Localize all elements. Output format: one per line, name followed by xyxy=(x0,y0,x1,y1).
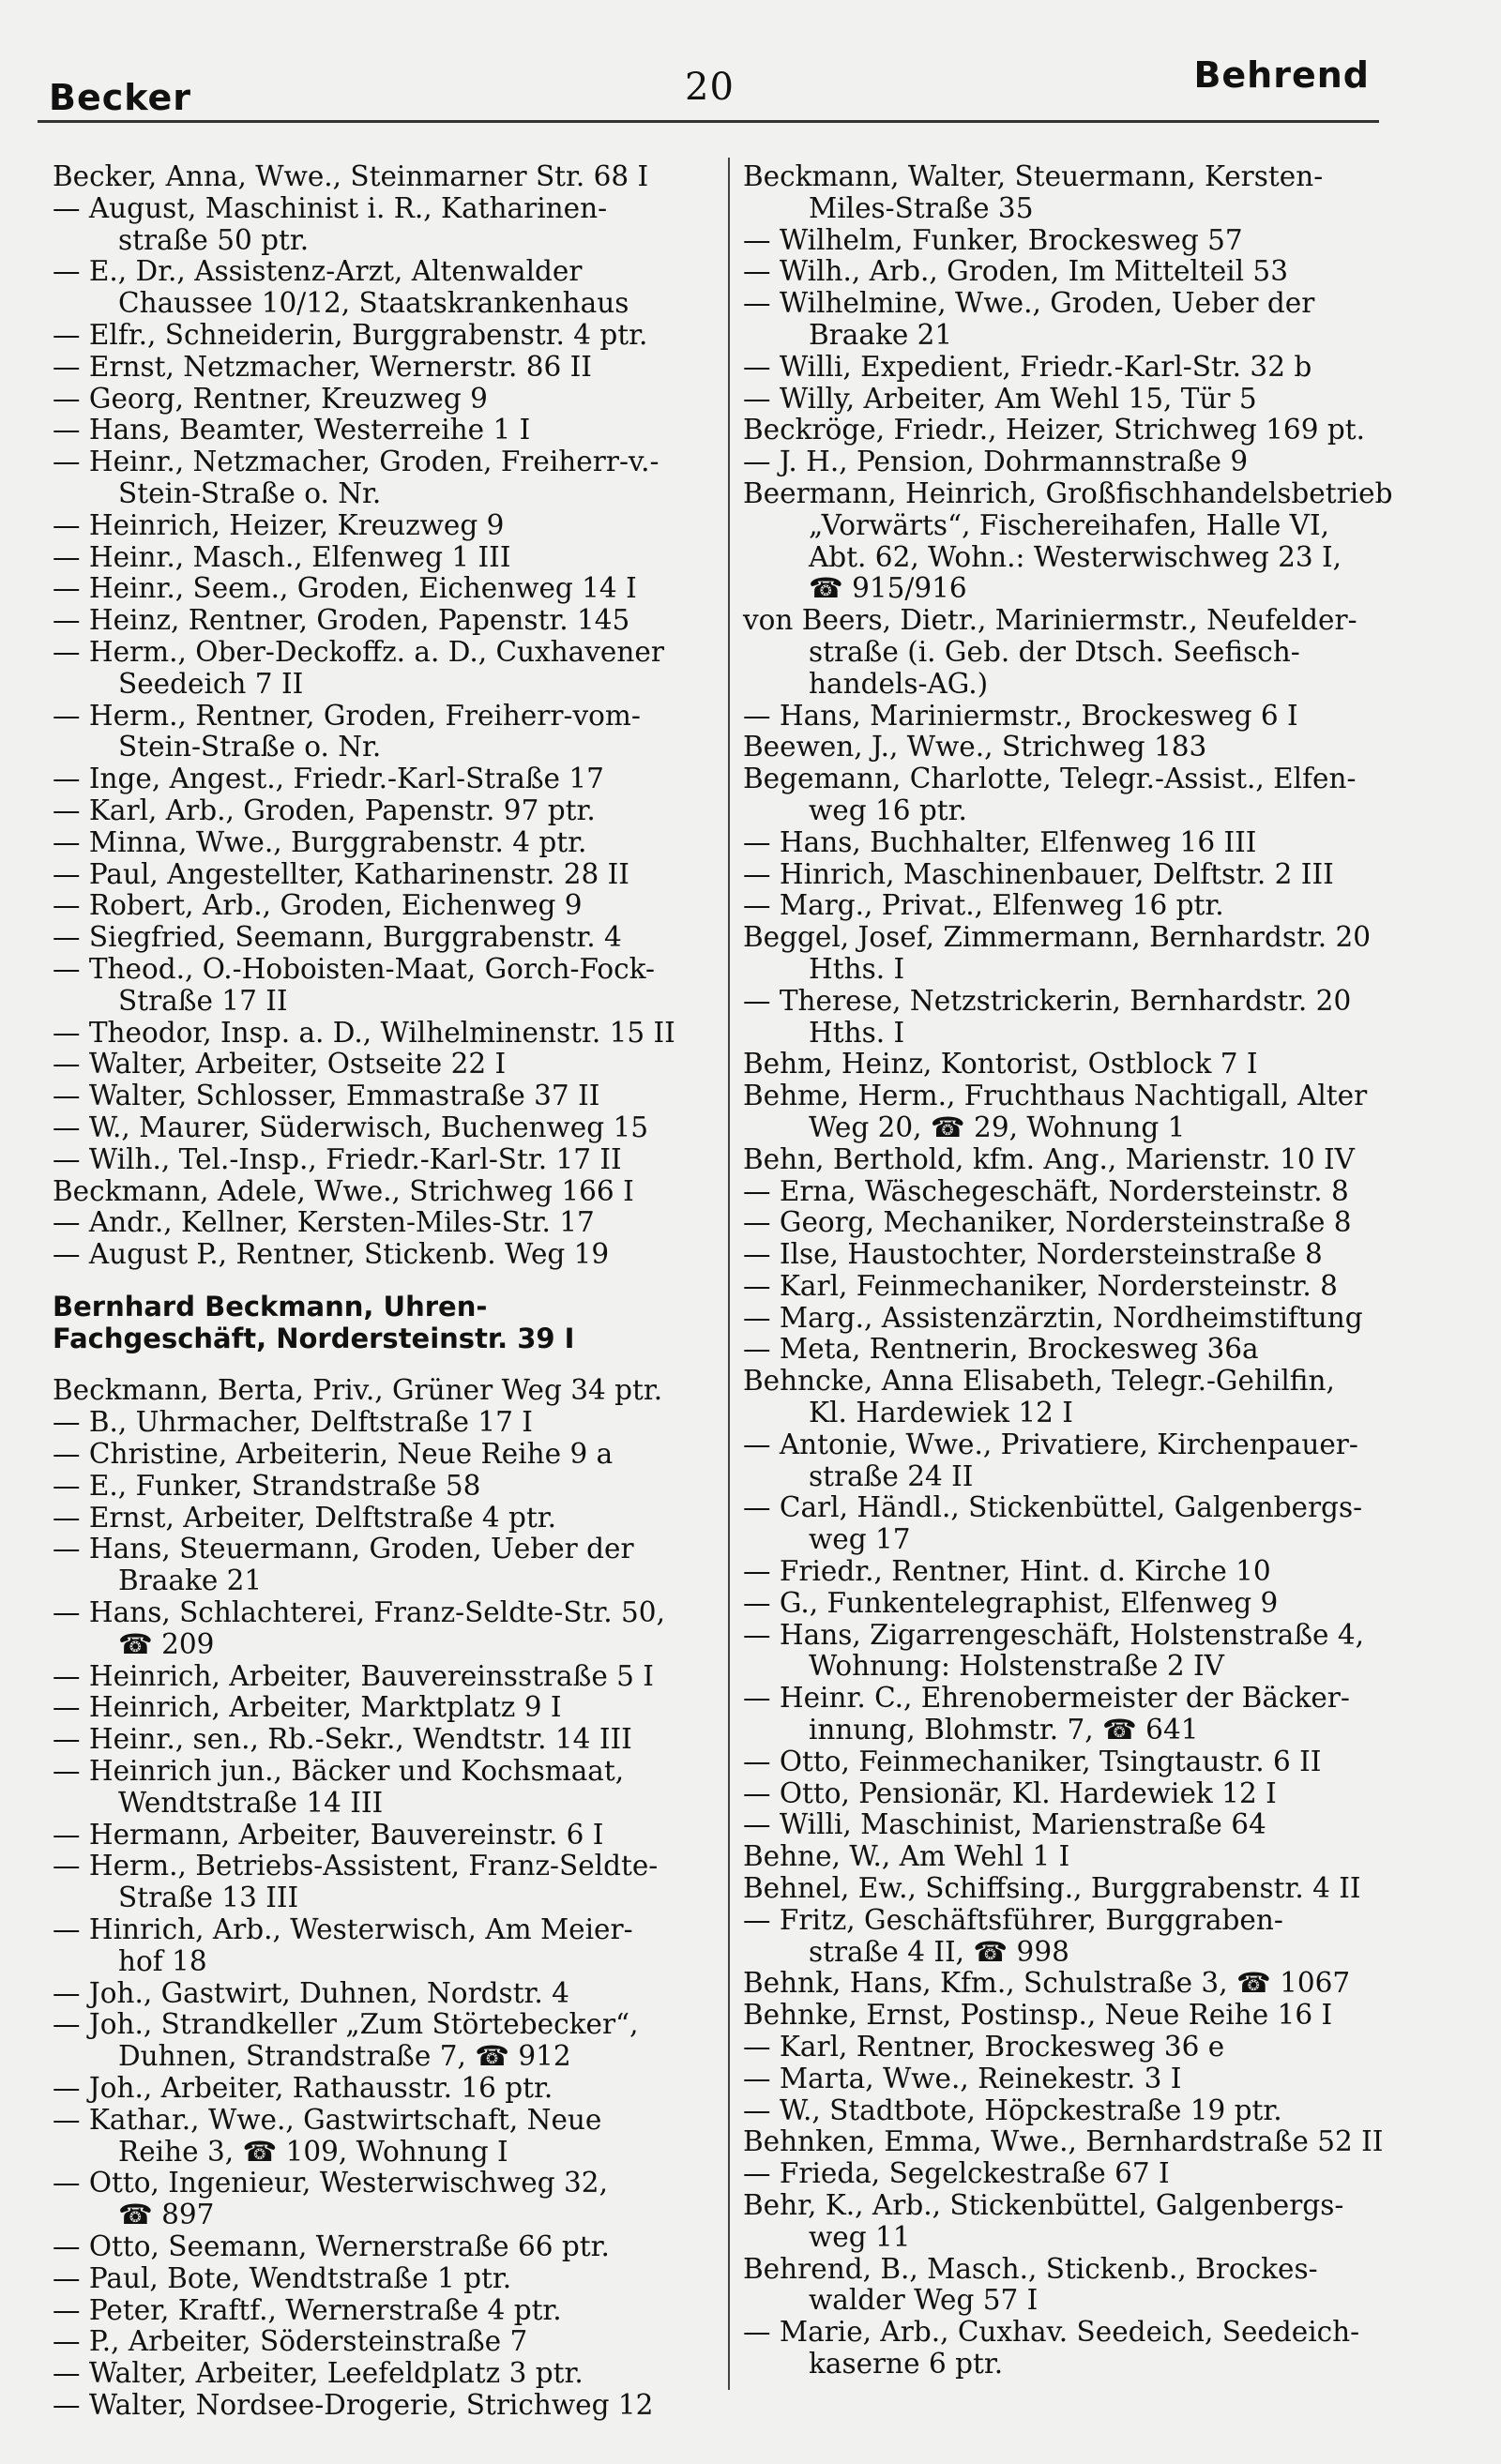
directory-entry-line: Duhnen, Strandstraße 7, ☎ 912 xyxy=(118,2040,571,2073)
directory-entry-line: — Walter, Schlosser, Emmastraße 37 II xyxy=(53,1080,600,1112)
directory-entry-line: Miles-Straße 35 xyxy=(809,191,1034,224)
directory-entry-line: Beckröge, Friedr., Heizer, Strichweg 169 pt. xyxy=(743,414,1365,446)
header-rule xyxy=(38,120,1379,123)
directory-entry-line: straße 50 ptr. xyxy=(118,223,310,256)
directory-entry-line: — Therese, Netzstrickerin, Bernhardstr. 20 xyxy=(743,984,1352,1017)
directory-entry-line: — Marg., Privat., Elfenweg 16 ptr. xyxy=(743,889,1224,922)
directory-entry-line: ☎ 915/916 xyxy=(809,572,967,605)
directory-entry-line: — Siegfried, Seemann, Burggrabenstr. 4 xyxy=(53,921,622,954)
directory-entry-line: — August, Maschinist i. R., Katharinen- xyxy=(53,191,608,224)
directory-entry-line: ☎ 209 xyxy=(118,1627,215,1660)
directory-entry-line: Hths. I xyxy=(809,1016,905,1049)
directory-entry-line: Begemann, Charlotte, Telegr.-Assist., Elfen- xyxy=(743,763,1357,795)
directory-entry-line: — Fritz, Geschäftsführer, Burggraben- xyxy=(743,1903,1283,1936)
directory-entry-line: — Otto, Seemann, Wernerstraße 66 ptr. xyxy=(53,2230,610,2262)
directory-entry-line: weg 11 xyxy=(809,2220,911,2253)
directory-entry-line: — Marta, Wwe., Reinekestr. 3 I xyxy=(743,2062,1182,2094)
directory-entry-line: — Herm., Ober-Deckoffz. a. D., Cuxhavener xyxy=(53,635,664,668)
directory-entry-line: kaserne 6 ptr. xyxy=(809,2347,1004,2380)
directory-entry-line: „Vorwärts“, Fischereihafen, Halle VI, xyxy=(809,508,1329,541)
directory-entry-line: — Heinr. C., Ehrenobermeister der Bäcker- xyxy=(743,1682,1350,1715)
directory-entry-line: — W., Maurer, Süderwisch, Buchenweg 15 xyxy=(53,1111,649,1143)
directory-entry-line: Chaussee 10/12, Staatskrankenhaus xyxy=(118,287,629,320)
directory-entry-line: — Hermann, Arbeiter, Bauvereinstr. 6 I xyxy=(53,1818,604,1851)
directory-entry-line: — Herm., Rentner, Groden, Freiherr-vom- xyxy=(53,699,641,732)
directory-entry-line: Hths. I xyxy=(809,952,905,985)
header-left-catchword: Becker xyxy=(49,77,192,118)
directory-entry-line: — Meta, Rentnerin, Brockesweg 36a xyxy=(743,1333,1259,1366)
directory-entry-line: — J. H., Pension, Dohrmannstraße 9 xyxy=(743,446,1249,478)
directory-entry-line: Behme, Herm., Fruchthaus Nachtigall, Alter xyxy=(743,1080,1368,1112)
directory-entry-line: — Heinrich, Heizer, Kreuzweg 9 xyxy=(53,508,505,541)
directory-entry-line: Beggel, Josef, Zimmermann, Bernhardstr. 20 xyxy=(743,921,1372,954)
directory-entry-line: — B., Uhrmacher, Delftstraße 17 I xyxy=(53,1406,533,1439)
directory-entry-line: — Elfr., Schneiderin, Burggrabenstr. 4 ptr. xyxy=(53,318,648,351)
directory-entry-line: — Heinz, Rentner, Groden, Papenstr. 145 xyxy=(53,604,630,637)
directory-entry-line: — Theodor, Insp. a. D., Wilhelminenstr. 15 II xyxy=(53,1016,675,1049)
directory-entry-line: Straße 13 III xyxy=(118,1882,299,1914)
right-column xyxy=(743,161,1418,2381)
header-right-catchword: Behrend xyxy=(1193,54,1370,96)
directory-entry-line: — Georg, Mechaniker, Nordersteinstraße 8 xyxy=(743,1206,1352,1239)
directory-entry-line: — Heinr., sen., Rb.-Sekr., Wendtstr. 14 III xyxy=(53,1723,632,1756)
directory-entry-line: — E., Dr., Assistenz-Arzt, Altenwalder xyxy=(53,255,583,288)
directory-entry-line: Straße 17 II xyxy=(118,984,288,1017)
directory-entry-line: — Hans, Beamter, Westerreihe 1 I xyxy=(53,414,531,446)
directory-entry-line: Behn, Berthold, kfm. Ang., Marienstr. 10 IV xyxy=(743,1142,1355,1175)
directory-entry-line: Behne, W., Am Wehl 1 I xyxy=(743,1840,1070,1873)
directory-entry-line: — Karl, Rentner, Brockesweg 36 e xyxy=(743,2031,1225,2063)
directory-entry-line: — Hans, Mariniermstr., Brockesweg 6 I xyxy=(743,699,1298,732)
page-number: 20 xyxy=(685,66,735,109)
directory-entry-line: — Ernst, Netzmacher, Wernerstr. 86 II xyxy=(53,350,592,383)
directory-entry-line: — Minna, Wwe., Burggrabenstr. 4 ptr. xyxy=(53,825,587,858)
directory-entry-line: Becker, Anna, Wwe., Steinmarner Str. 68 I xyxy=(53,160,649,192)
directory-entry-line: Beckmann, Berta, Priv., Grüner Weg 34 ptr. xyxy=(53,1374,663,1407)
directory-entry-line: straße 24 II xyxy=(809,1459,974,1492)
directory-entry-line: — Joh., Arbeiter, Rathausstr. 16 ptr. xyxy=(53,2072,553,2105)
directory-entry-line: Beckmann, Walter, Steuermann, Kersten- xyxy=(743,160,1324,192)
directory-entry-line: handels-AG.) xyxy=(809,667,989,700)
directory-entry-line: — Christine, Arbeiterin, Neue Reihe 9 a xyxy=(53,1438,614,1471)
directory-entry-line: innung, Blohmstr. 7, ☎ 641 xyxy=(809,1714,1199,1746)
directory-entry-line: — Paul, Angestellter, Katharinenstr. 28 II xyxy=(53,857,629,890)
directory-entry-line: — Erna, Wäschegeschäft, Nordersteinstr. 8 xyxy=(743,1174,1349,1207)
directory-entry-line: Abt. 62, Wohn.: Westerwischweg 23 I, xyxy=(809,540,1342,573)
directory-entry-line: — Otto, Pensionär, Kl. Hardewiek 12 I xyxy=(743,1776,1277,1809)
directory-entry-line: — Antonie, Wwe., Privatiere, Kirchenpauer- xyxy=(743,1428,1358,1460)
directory-entry-line: — Hinrich, Maschinenbauer, Delftstr. 2 III xyxy=(743,857,1334,890)
directory-entry-line: — Wilh., Arb., Groden, Im Mittelteil 53 xyxy=(743,255,1288,288)
advertisement-line: Bernhard Beckmann, Uhren- xyxy=(53,1290,488,1323)
directory-entry-line: — Heinrich, Arbeiter, Marktplatz 9 I xyxy=(53,1691,562,1724)
directory-entry-line: — Marie, Arb., Cuxhav. Seedeich, Seedeich- xyxy=(743,2316,1360,2349)
directory-entry-line: — Hans, Schlachterei, Franz-Seldte-Str. 50, xyxy=(53,1596,665,1629)
directory-entry-line: — Kathar., Wwe., Gastwirtschaft, Neue xyxy=(53,2103,602,2136)
directory-entry-line: — Herm., Betriebs-Assistent, Franz-Seldte- xyxy=(53,1850,659,1882)
directory-entry-line: weg 16 ptr. xyxy=(809,794,967,826)
directory-entry-line: — Friedr., Rentner, Hint. d. Kirche 10 xyxy=(743,1555,1271,1588)
directory-entry-line: — Hinrich, Arb., Westerwisch, Am Meier- xyxy=(53,1913,633,1946)
directory-entry-line: Behnk, Hans, Kfm., Schulstraße 3, ☎ 1067 xyxy=(743,1967,1351,2000)
directory-entry-line: — G., Funkentelegraphist, Elfenweg 9 xyxy=(743,1586,1279,1619)
directory-entry-line: — Georg, Rentner, Kreuzweg 9 xyxy=(53,382,488,415)
directory-entry-line: Behnke, Ernst, Postinsp., Neue Reihe 16 I xyxy=(743,1999,1333,2032)
directory-entry-line: ☎ 897 xyxy=(118,2199,215,2231)
directory-entry-line: — Robert, Arb., Groden, Eichenweg 9 xyxy=(53,889,583,922)
directory-entry-line: walder Weg 57 I xyxy=(809,2284,1039,2317)
directory-entry-line: — Heinr., Netzmacher, Groden, Freiherr-v.- xyxy=(53,446,660,478)
directory-entry-line: — Wilhelm, Funker, Brockesweg 57 xyxy=(743,223,1243,256)
directory-entry-line: Behnel, Ew., Schiffsing., Burggrabenstr. 4 II xyxy=(743,1872,1361,1905)
left-column xyxy=(53,161,723,2422)
directory-entry-line: Behrend, B., Masch., Stickenb., Brockes- xyxy=(743,2252,1318,2285)
directory-entry-line: — Carl, Händl., Stickenbüttel, Galgenbergs- xyxy=(743,1491,1363,1524)
directory-entry-line: — Ernst, Arbeiter, Delftstraße 4 ptr. xyxy=(53,1501,557,1534)
directory-entry-line: — Andr., Kellner, Kersten-Miles-Str. 17 xyxy=(53,1206,595,1239)
directory-entry-line: Braake 21 xyxy=(809,318,953,351)
directory-entry-line: Behncke, Anna Elisabeth, Telegr.-Gehilfin, xyxy=(743,1365,1335,1398)
directory-entry-line: — Heinrich, Arbeiter, Bauvereinsstraße 5 I xyxy=(53,1659,654,1692)
directory-entry-line: — Willi, Expedient, Friedr.-Karl-Str. 32 b xyxy=(743,350,1312,383)
directory-entry-line: straße 4 II, ☎ 998 xyxy=(809,1935,1069,1968)
directory-entry-line: Seedeich 7 II xyxy=(118,667,304,700)
directory-entry-line: Beewen, J., Wwe., Strichweg 183 xyxy=(743,731,1207,763)
directory-entry-line: — Hans, Buchhalter, Elfenweg 16 III xyxy=(743,825,1257,858)
directory-entry-line: — Wilh., Tel.-Insp., Friedr.-Karl-Str. 17 II xyxy=(53,1142,622,1175)
directory-entry-line: Weg 20, ☎ 29, Wohnung 1 xyxy=(809,1111,1186,1143)
directory-entry-line: — Inge, Angest., Friedr.-Karl-Straße 17 xyxy=(53,763,604,795)
column-divider xyxy=(728,158,730,2390)
directory-entry-line: Kl. Hardewiek 12 I xyxy=(809,1397,1073,1429)
directory-entry-line: — Karl, Feinmechaniker, Nordersteinstr. 8 xyxy=(743,1269,1338,1302)
directory-entry-line: — Karl, Arb., Groden, Papenstr. 97 ptr. xyxy=(53,794,596,826)
directory-entry-line: — Heinrich jun., Bäcker und Kochsmaat, xyxy=(53,1755,625,1788)
directory-entry-line: — E., Funker, Strandstraße 58 xyxy=(53,1469,481,1502)
directory-entry-line: — Walter, Arbeiter, Leefeldplatz 3 ptr. xyxy=(53,2357,584,2390)
advertisement-line: Fachgeschäft, Nordersteinstr. 39 I xyxy=(53,1322,575,1354)
directory-entry-line: Beermann, Heinrich, Großfischhandelsbetrieb xyxy=(743,476,1393,509)
directory-entry-line: Braake 21 xyxy=(118,1565,263,1597)
directory-entry-line: — Otto, Feinmechaniker, Tsingtaustr. 6 II xyxy=(743,1745,1322,1777)
directory-entry-line: — Joh., Gastwirt, Duhnen, Nordstr. 4 xyxy=(53,1976,569,2009)
directory-entry-line: — Hans, Zigarrengeschäft, Holstenstraße 4, xyxy=(743,1618,1365,1651)
directory-entry-line: — Walter, Arbeiter, Ostseite 22 I xyxy=(53,1048,507,1081)
directory-entry-line: Beckmann, Adele, Wwe., Strichweg 166 I xyxy=(53,1174,634,1207)
directory-entry-line: Behr, K., Arb., Stickenbüttel, Galgenbergs- xyxy=(743,2189,1344,2221)
directory-entry-line: Stein-Straße o. Nr. xyxy=(118,476,382,509)
directory-entry-line: von Beers, Dietr., Mariniermstr., Neufelder- xyxy=(743,604,1357,637)
directory-entry-line: — Walter, Nordsee-Drogerie, Strichweg 12 xyxy=(53,2388,654,2421)
directory-entry-line: — Paul, Bote, Wendtstraße 1 ptr. xyxy=(53,2261,512,2294)
spacer xyxy=(53,1354,723,1375)
directory-entry-line: Stein-Straße o. Nr. xyxy=(118,731,382,763)
directory-entry-line: — Theod., O.-Hoboisten-Maat, Gorch-Fock- xyxy=(53,952,655,985)
directory-entry-line: Reihe 3, ☎ 109, Wohnung I xyxy=(118,2135,508,2168)
directory-entry-line: Wendtstraße 14 III xyxy=(118,1786,384,1819)
directory-entry-line: Behnken, Emma, Wwe., Bernhardstraße 52 II xyxy=(743,2125,1384,2158)
directory-entry-line: — Marg., Assistenzärztin, Nordheimstiftung xyxy=(743,1301,1363,1334)
directory-entry-line: — Heinr., Seem., Groden, Eichenweg 14 I xyxy=(53,572,637,605)
directory-entry-line: — W., Stadtbote, Höpckestraße 19 ptr. xyxy=(743,2094,1282,2126)
directory-entry-line: — Joh., Strandkeller „Zum Störtebecker“, xyxy=(53,2008,639,2041)
spacer xyxy=(53,1271,723,1292)
directory-entry-line: — Willy, Arbeiter, Am Wehl 15, Tür 5 xyxy=(743,382,1257,415)
directory-entry-line: — Frieda, Segelckestraße 67 I xyxy=(743,2157,1170,2190)
directory-entry-line: — August P., Rentner, Stickenb. Weg 19 xyxy=(53,1238,610,1271)
directory-entry-line: — Peter, Kraftf., Wernerstraße 4 ptr. xyxy=(53,2293,562,2326)
directory-entry-line: — Ilse, Haustochter, Nordersteinstraße 8 xyxy=(743,1238,1323,1271)
directory-entry-line: straße (i. Geb. der Dtsch. Seefisch- xyxy=(809,635,1300,668)
directory-entry-line: — Heinr., Masch., Elfenweg 1 III xyxy=(53,540,511,573)
directory-entry-line: Wohnung: Holstenstraße 2 IV xyxy=(809,1650,1224,1683)
directory-entry-line: Behm, Heinz, Kontorist, Ostblock 7 I xyxy=(743,1048,1258,1081)
directory-entry-line: weg 17 xyxy=(809,1523,911,1556)
directory-entry-line: — Wilhelmine, Wwe., Groden, Ueber der xyxy=(743,287,1315,320)
directory-entry-line: — Otto, Ingenieur, Westerwischweg 32, xyxy=(53,2167,608,2199)
directory-entry-line: — P., Arbeiter, Södersteinstraße 7 xyxy=(53,2325,528,2358)
directory-entry-line: — Willi, Maschinist, Marienstraße 64 xyxy=(743,1808,1266,1841)
directory-entry-line: hof 18 xyxy=(118,1944,207,1977)
directory-entry-line: — Hans, Steuermann, Groden, Ueber der xyxy=(53,1533,634,1565)
